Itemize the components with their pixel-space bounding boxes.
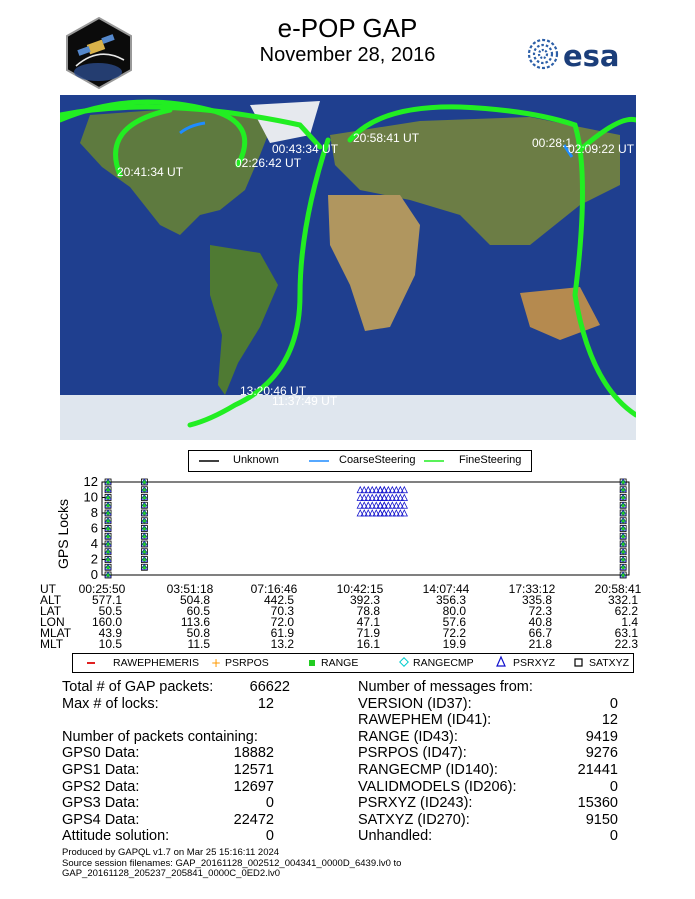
packet-count-label: Attitude solution: xyxy=(62,828,170,845)
table-cell: 113.6 xyxy=(180,615,210,629)
legend-marker-range xyxy=(309,660,315,666)
total-packets-label: Total # of GAP packets: xyxy=(62,679,214,695)
map-time-label: 02:09:22 UT xyxy=(568,142,635,156)
page-title: e-POP GAP xyxy=(277,13,418,43)
map-time-label: 00:28:1 xyxy=(532,136,573,150)
legend-marker-psrxyz xyxy=(497,657,505,666)
table-cell: 17:33:12 xyxy=(508,582,556,596)
table-cell: 40.8 xyxy=(528,615,552,629)
legend-item-rawephemeris: RAWEPHEMERIS xyxy=(113,657,199,669)
table-cell: 13.2 xyxy=(270,637,294,651)
table-cell: 03:51:18 xyxy=(166,582,214,596)
table-row-label: MLT xyxy=(40,637,64,651)
message-stats xyxy=(358,679,618,844)
table-cell: 63.1 xyxy=(614,626,638,640)
y-tick-label: 0 xyxy=(90,567,98,582)
footer xyxy=(62,848,401,880)
map-time-label: 02:26:42 UT xyxy=(235,156,302,170)
table-cell: 20:58:41 xyxy=(594,582,642,596)
table-cell: 80.0 xyxy=(442,604,466,618)
legend-item-unknown: Unknown xyxy=(233,454,279,466)
y-tick-label: 4 xyxy=(90,536,98,551)
footer-source-line: GAP_20161128_205237_205841_0000C_0ED2.lv0 xyxy=(62,868,280,879)
message-count-value: 9150 xyxy=(585,811,618,828)
table-cell: 43.9 xyxy=(98,626,122,640)
table-cell: 47.1 xyxy=(356,615,380,629)
y-tick-label: 12 xyxy=(83,476,98,489)
max-locks-value: 12 xyxy=(257,695,274,712)
y-axis-label: GPS Locks xyxy=(55,498,71,570)
table-cell: 50.8 xyxy=(186,626,210,640)
table-cell: 62.2 xyxy=(614,604,638,618)
map-time-label: 11:37:49 UT xyxy=(272,394,338,408)
legend-marker-satxyz xyxy=(575,659,582,666)
message-count-value: 0 xyxy=(609,778,618,795)
message-count-label: RANGECMP (ID140): xyxy=(358,762,498,778)
table-cell: 1.4 xyxy=(621,615,638,629)
packet-count-value: 12571 xyxy=(233,762,274,778)
table-cell: 14:07:44 xyxy=(422,582,470,596)
table-cell: 71.9 xyxy=(356,626,380,640)
y-tick-label: 10 xyxy=(83,489,98,505)
total-packets-value: 66622 xyxy=(249,679,290,695)
table-cell: 22.3 xyxy=(614,637,638,651)
y-tick-label: 6 xyxy=(90,520,98,536)
table-cell: 160.0 xyxy=(91,615,122,629)
table-cell: 72.3 xyxy=(528,604,552,618)
packet-count-value: 0 xyxy=(265,828,274,845)
message-count-value: 9276 xyxy=(585,745,618,762)
message-count-label: VALIDMODELS (ID206): xyxy=(358,778,517,795)
legend-item-satxyz: SATXYZ xyxy=(589,657,630,669)
table-cell: 57.6 xyxy=(442,615,466,629)
packet-count-label: GPS1 Data: xyxy=(62,762,140,778)
map-time-label: 13:20:46 UT xyxy=(240,384,307,398)
table-row-label: MLAT xyxy=(40,626,72,640)
table-cell: 19.9 xyxy=(442,637,466,651)
message-count-label: SATXYZ (ID270): xyxy=(358,811,470,828)
message-count-value: 15360 xyxy=(577,795,618,812)
table-cell: 442.5 xyxy=(263,593,294,607)
table-cell: 332.1 xyxy=(607,593,638,607)
table-cell: 72.0 xyxy=(270,615,294,629)
legend-marker-rangecmp xyxy=(400,658,408,666)
message-count-label: PSRXYZ (ID243): xyxy=(358,795,473,812)
message-type-legend xyxy=(72,653,634,673)
message-count-value: 0 xyxy=(609,828,618,845)
packet-count-label: GPS4 Data: xyxy=(62,811,140,828)
table-row-label: LON xyxy=(40,615,65,629)
packet-count-value: 12697 xyxy=(233,778,274,795)
message-count-label: RAWEPHEM (ID41): xyxy=(358,712,492,729)
footer-source-line: Source session filenames: GAP_20161128_002512_004341_0000D_6439.lv0 to xyxy=(62,857,402,869)
table-cell: 392.3 xyxy=(349,593,380,607)
legend-item-range: RANGE xyxy=(321,657,359,669)
packet-count-label: GPS3 Data: xyxy=(62,795,140,812)
footer-produced-by: Produced by GAPQL v1.7 on Mar 25 15:16:11 2024 xyxy=(62,847,280,858)
table-cell: 07:16:46 xyxy=(250,582,298,596)
message-count-value: 0 xyxy=(609,695,618,712)
packet-count-value: 22472 xyxy=(233,811,274,828)
legend-marker-psrpos: + xyxy=(211,656,222,670)
legend-item-fine-steering: FineSteering xyxy=(459,454,522,466)
world-map xyxy=(60,95,636,440)
legend-item-psrxyz: PSRXYZ xyxy=(513,657,556,669)
map-time-label: 00:43:34 UT xyxy=(272,142,339,156)
orbit-legend xyxy=(188,450,532,472)
table-cell: 21.8 xyxy=(528,637,552,651)
packets-containing-header: Number of packets containing: xyxy=(62,728,258,745)
table-row-label: LAT xyxy=(40,604,62,618)
packet-count-value: 18882 xyxy=(233,745,274,762)
epop-mission-logo xyxy=(62,16,136,90)
table-cell: 10.5 xyxy=(98,637,122,651)
esa-logo xyxy=(525,38,635,74)
table-cell: 16.1 xyxy=(356,637,380,651)
table-row-label: UT xyxy=(40,582,56,596)
table-cell: 356.3 xyxy=(435,593,466,607)
ephemeris-table xyxy=(40,582,680,652)
map-time-label: 20:58:41 UT xyxy=(353,131,420,145)
table-cell: 61.9 xyxy=(270,626,294,640)
message-count-label: Unhandled: xyxy=(358,828,433,845)
table-cell: 72.2 xyxy=(442,626,466,640)
y-tick-label: 8 xyxy=(90,505,98,520)
table-cell: 70.3 xyxy=(270,604,294,618)
page-subtitle: November 28, 2016 xyxy=(259,44,436,66)
table-row-label: ALT xyxy=(40,593,62,607)
max-locks-label: Max # of locks: xyxy=(62,695,159,712)
message-count-value: 12 xyxy=(601,712,618,729)
table-cell: 504.8 xyxy=(179,593,210,607)
message-count-label: VERSION (ID37): xyxy=(358,695,472,712)
message-count-label: PSRPOS (ID47): xyxy=(358,745,467,762)
table-cell: 50.5 xyxy=(98,604,122,618)
map-time-label: 20:41:34 UT xyxy=(117,165,184,179)
table-cell: 10:42:15 xyxy=(336,582,384,596)
messages-header: Number of messages from: xyxy=(358,679,533,695)
packet-stats xyxy=(62,679,290,845)
plot-frame xyxy=(102,482,629,575)
legend-item-psrpos: PSRPOS xyxy=(225,657,269,669)
message-count-value: 21441 xyxy=(577,762,618,778)
packet-count-value: 0 xyxy=(265,795,274,812)
table-cell: 577.1 xyxy=(91,593,122,607)
table-cell: 60.5 xyxy=(186,604,210,618)
table-cell: 335.8 xyxy=(521,593,552,607)
legend-item-rangecmp: RANGECMP xyxy=(413,657,474,669)
packet-count-label: GPS2 Data: xyxy=(62,778,140,795)
table-cell: 78.8 xyxy=(356,604,380,618)
gps-locks-chart xyxy=(40,476,660,586)
table-cell: 00:25:50 xyxy=(78,582,126,596)
message-count-label: RANGE (ID43): xyxy=(358,728,458,745)
table-cell: 66.7 xyxy=(528,626,552,640)
esa-logo-text: esa xyxy=(563,39,620,73)
y-tick-label: 2 xyxy=(90,551,98,567)
packet-count-label: GPS0 Data: xyxy=(62,745,140,762)
message-count-value: 9419 xyxy=(585,728,618,745)
table-cell: 11.5 xyxy=(187,637,210,651)
legend-item-coarse-steering: CoarseSteering xyxy=(339,454,416,466)
